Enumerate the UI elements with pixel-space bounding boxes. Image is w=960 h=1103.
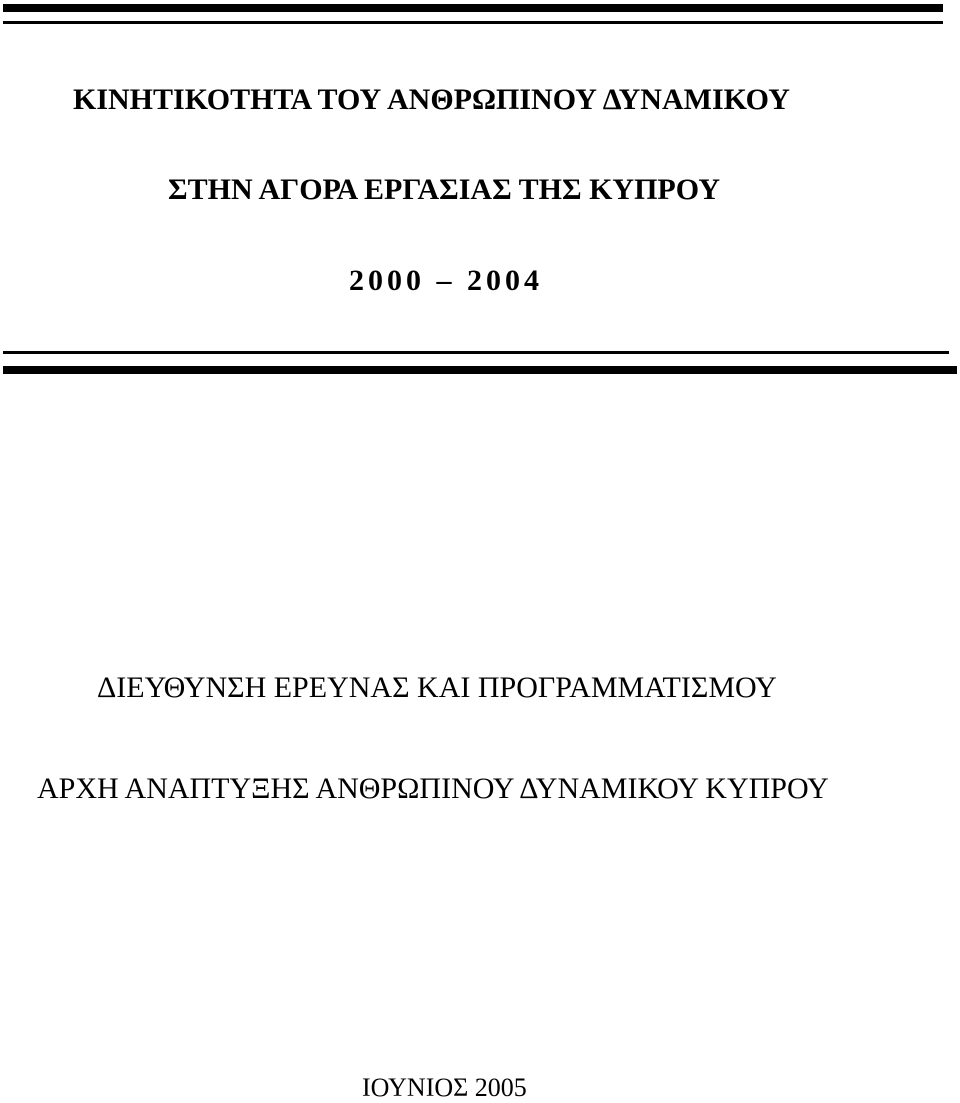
authority-name: ΑΡΧΗ ΑΝΑΠΤΥΞΗΣ ΑΝΘΡΩΠΙΝΟΥ ΔΥΝΑΜΙΚΟΥ ΚΥΠΡΟΥ <box>37 772 829 805</box>
middle-thin-rule <box>3 351 949 354</box>
top-thick-rule <box>3 4 943 12</box>
publication-date: ΙΟΥΝΙΟΣ 2005 <box>362 1073 527 1102</box>
top-thin-rule <box>3 21 943 24</box>
document-period: 2000 – 2004 <box>349 264 543 297</box>
document-title-line-2: ΣΤΗΝ ΑΓΟΡΑ ΕΡΓΑΣΙΑΣ ΤΗΣ ΚΥΠΡΟΥ <box>168 173 720 206</box>
division-name: ΔΙΕΥΘΥΝΣΗ ΕΡΕΥΝΑΣ ΚΑΙ ΠΡΟΓΡΑΜΜΑΤΙΣΜΟΥ <box>97 671 777 704</box>
middle-thick-rule <box>3 366 957 374</box>
document-title-line-1: ΚΙΝΗΤΙΚΟΤΗΤΑ ΤΟΥ ΑΝΘΡΩΠΙΝΟΥ ΔΥΝΑΜΙΚΟΥ <box>73 83 790 116</box>
